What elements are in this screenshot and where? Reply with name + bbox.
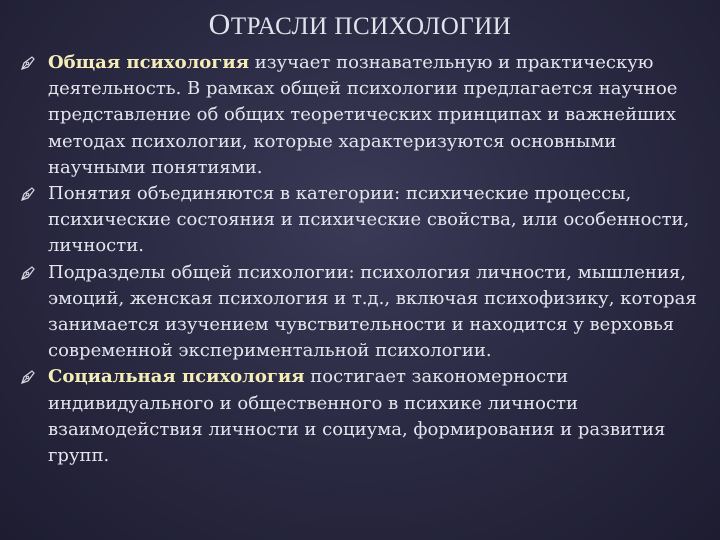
slide-title xyxy=(0,8,720,42)
bullet-text: Понятия объединяются в категории: психические процессы, психические состояния и психические свойства, или особенности, личности. xyxy=(48,183,690,257)
bullet-text: постигает закономерности индивидуального и общественного в психике личности взаимодействия личности и социума, формирования и развития групп. xyxy=(48,366,666,467)
pen-nib-icon xyxy=(20,55,36,71)
bullet-text: Подразделы общей психологии: психология личности, мышления, эмоций, женская психология и т.д., включая психофизику, которая занимается изучением чувствительности и находится у верховья современной экспериментальной психологии. xyxy=(48,261,697,362)
bullet-highlight: Социальная психология xyxy=(48,366,305,388)
slide-title-initial: О xyxy=(208,8,231,41)
bullet-item-general-psychology xyxy=(20,50,700,181)
bullet-item-social-psychology xyxy=(20,364,700,469)
bullet-list xyxy=(20,50,700,469)
slide-title-rest: ТРАСЛИ ПСИХОЛОГИИ xyxy=(230,13,512,40)
bullet-text: изучает познавательную и практическую деятельность. В рамках общей психологии предлагается научное представление об общих теоретических принципах и важнейших методах психологии, которые характеризуются основными научными понятиями. xyxy=(48,52,678,178)
pen-nib-icon xyxy=(20,186,36,202)
pen-nib-icon xyxy=(20,369,36,385)
bullet-item-categories xyxy=(20,181,700,260)
pen-nib-icon xyxy=(20,265,36,281)
bullet-highlight: Общая психология xyxy=(48,52,249,73)
bullet-item-subsections xyxy=(20,260,700,365)
